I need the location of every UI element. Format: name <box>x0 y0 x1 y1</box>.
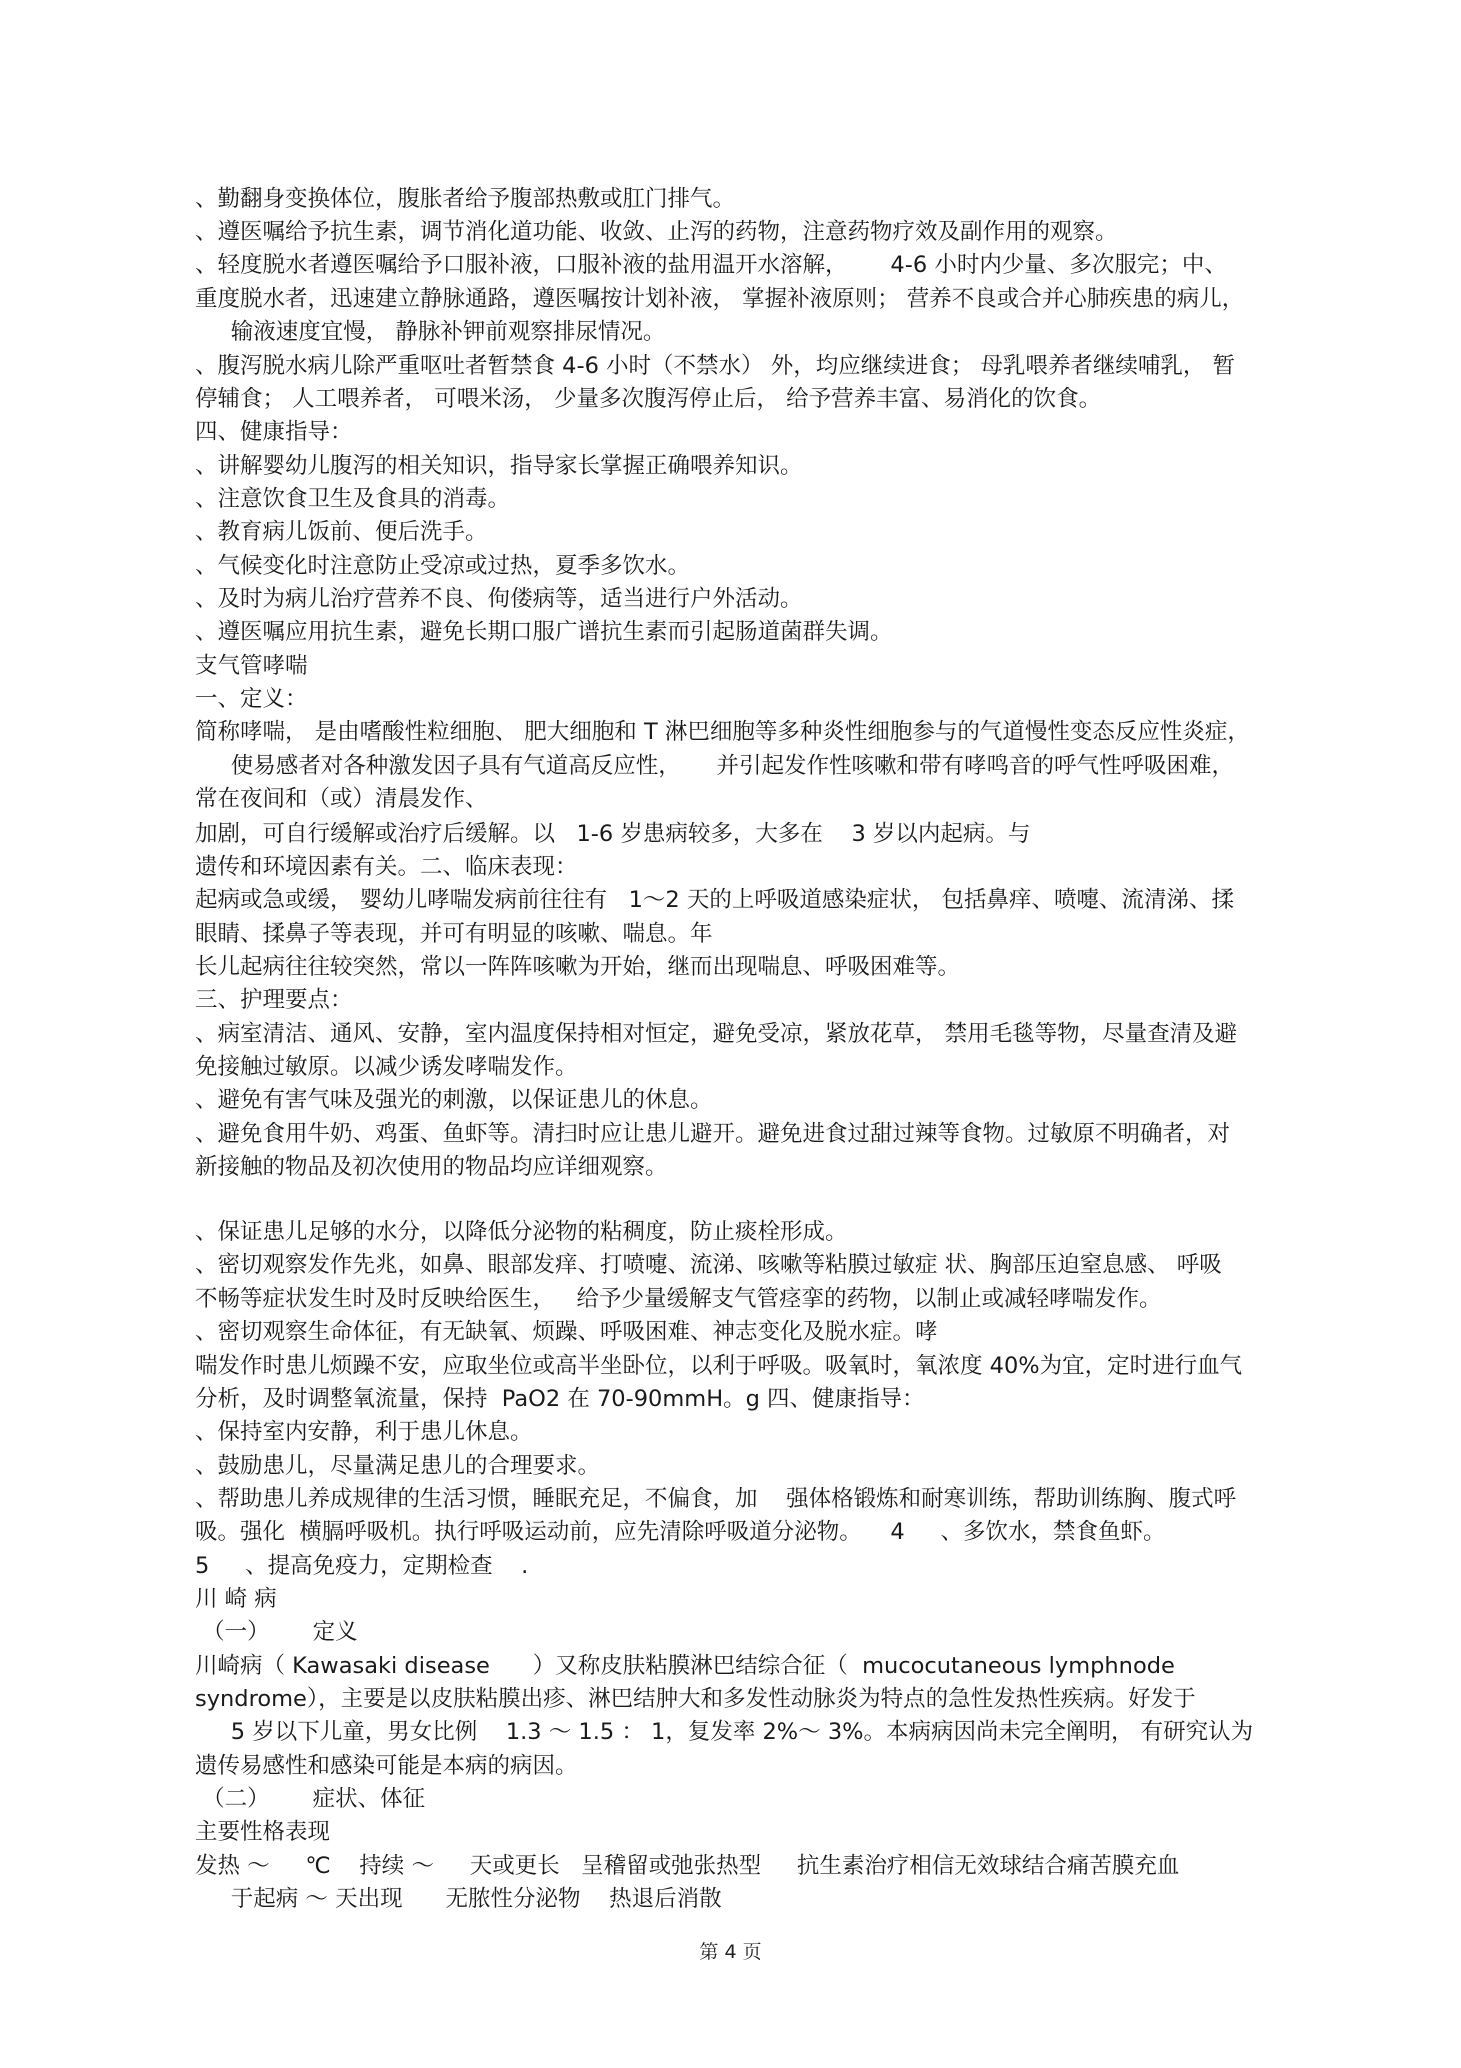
text-line: 加剧，可自行缓解或治疗后缓解。以 1-6 岁患病较多，大多在 3 岁以内起病。与 <box>195 821 1031 847</box>
text-line: 分析，及时调整氧流量，保持 PaO2 在 70-90mmH。g 四、健康指导： <box>195 1386 925 1412</box>
text-line: 简称哮喘， 是由嗜酸性粒细胞、 肥大细胞和 T 淋巴细胞等多种炎性细胞参与的气道慢性变态反应性炎症， <box>195 719 1250 745</box>
section-heading: （一） 定义 <box>195 1619 358 1645</box>
text-line: 、鼓励患儿，尽量满足患儿的合理要求。 <box>195 1453 601 1479</box>
text-line: 遗传易感性和感染可能是本病的病因。 <box>195 1753 578 1779</box>
text-line: 、及时为病儿治疗营养不良、佝偻病等，适当进行户外活动。 <box>195 586 803 612</box>
text-line: 、遵医嘱给予抗生素，调节消化道功能、收敛、止泻的药物，注意药物疗效及副作用的观察。 <box>195 219 1118 245</box>
text-line: 、病室清洁、通风、安静，室内温度保持相对恒定，避免受凉，紧放花草， 禁用毛毯等物，尽量查清及避 <box>195 1021 1238 1047</box>
text-line: 长儿起病往往较突然，常以一阵阵咳嗽为开始，继而出现喘息、呼吸困难等。 <box>195 954 961 980</box>
text-line: 吸。强化 横膈呼吸机。执行呼吸运动前，应先清除呼吸道分泌物。 4 、多饮水，禁食鱼虾。 <box>195 1519 1166 1545</box>
disease-title: 支气管哮喘 <box>195 653 308 679</box>
text-line: 、避免食用牛奶、鸡蛋、鱼虾等。清扫时应让患儿避开。避免进食过甜过辣等食物。过敏原不明确者，对 <box>195 1121 1231 1147</box>
section-heading: 三、护理要点： <box>195 987 353 1013</box>
page-number: 第 4 页 <box>699 1941 762 1963</box>
text-line: 停辅食； 人工喂养者， 可喂米汤， 少量多次腹泻停止后， 给予营养丰富、易消化的饮食。 <box>195 386 1102 412</box>
text-line: 、帮助患儿养成规律的生活习惯，睡眠充足，不偏食，加 强体格锻炼和耐寒训练，帮助训练胸、腹式呼 <box>195 1486 1237 1512</box>
text-line: 川崎病（ Kawasaki disease ）又称皮肤粘膜淋巴结综合征（ mucocutaneous lymphnode <box>195 1653 1175 1679</box>
section-heading: 四、健康指导： <box>195 419 353 445</box>
text-line: 、保证患儿足够的水分，以降低分泌物的粘稠度，防止痰栓形成。 <box>195 1219 848 1245</box>
text-line: 输液速度宜慢， 静脉补钾前观察排尿情况。 <box>195 319 666 345</box>
text-line: 免接触过敏原。以减少诱发哮喘发作。 <box>195 1054 578 1080</box>
text-line: syndrome），主要是以皮肤粘膜出疹、淋巴结肿大和多发性动脉炎为特点的急性发热性疾病。好发于 <box>195 1686 1196 1712</box>
text-line: 喘发作时患儿烦躁不安，应取坐位或高半坐卧位，以利于呼吸。吸氧时，氧浓度 40%为宜，定时进行血气 <box>195 1353 1243 1379</box>
text-line: 、教育病儿饭前、便后洗手。 <box>195 519 488 545</box>
section-heading: 一、定义： <box>195 686 308 712</box>
text-line: 、气候变化时注意防止受凉或过热，夏季多饮水。 <box>195 553 691 579</box>
text-line: 于起病 ～ 天出现 无脓性分泌物 热退后消散 <box>195 1886 722 1912</box>
text-line: 遗传和环境因素有关。二、临床表现： <box>195 854 578 880</box>
text-line: 5 、提高免疫力，定期检查 . <box>195 1553 529 1579</box>
text-line: 不畅等症状发生时及时反映给医生， 给予少量缓解支气管痉挛的药物，以制止或减轻哮喘发作。 <box>195 1286 1162 1312</box>
text-line: 、遵医嘱应用抗生素，避免长期口服广谱抗生素而引起肠道菌群失调。 <box>195 619 893 645</box>
section-heading: （二） 症状、体征 <box>195 1786 426 1812</box>
text-line: 、密切观察发作先兆，如鼻、眼部发痒、打喷嚏、流涕、咳嗽等粘膜过敏症 状、胸部压迫窒息感、 呼吸 <box>195 1252 1222 1278</box>
text-line: 重度脱水者，迅速建立静脉通路，遵医嘱按计划补液， 掌握补液原则； 营养不良或合并心肺疾患的病儿， <box>195 286 1245 312</box>
text-line: 、腹泻脱水病儿除严重呕吐者暂禁食 4-6 小时（不禁水） 外，均应继续进食； 母乳喂养者继续哺乳， 暂 <box>195 353 1236 379</box>
text-line: 5 岁以下儿童，男女比例 1.3 ～ 1.5 ： 1，复发率 2%～ 3%。本病病因尚未完全阐明， 有研究认为 <box>195 1719 1254 1745</box>
text-line: 、勤翻身变换体位，腹胀者给予腹部热敷或肛门排气。 <box>195 186 736 212</box>
text-line: 、避免有害气味及强光的刺激，以保证患儿的休息。 <box>195 1087 713 1113</box>
text-line: 发热 ～ ℃ 持续 ～ 天或更长 呈稽留或弛张热型 抗生素治疗相信无效球结合痛苦膜充血 <box>195 1853 1180 1879</box>
text-line: 使易感者对各种激发因子具有气道高反应性， 并引起发作性咳嗽和带有哮鸣音的呼气性呼吸困难， <box>195 753 1235 779</box>
text-line: 常在夜间和（或）清晨发作、 <box>195 786 488 812</box>
text-line: 、轻度脱水者遵医嘱给予口服补液，口服补液的盐用温开水溶解， 4-6 小时内少量、多次服完；中、 <box>195 252 1227 278</box>
text-line: 眼睛、揉鼻子等表现，并可有明显的咳嗽、喘息。年 <box>195 921 713 947</box>
text-line: 、保持室内安静，利于患儿休息。 <box>195 1419 533 1445</box>
text-line: 、讲解婴幼儿腹泻的相关知识，指导家长掌握正确喂养知识。 <box>195 453 803 479</box>
text-line: 主要性格表现 <box>195 1819 331 1845</box>
disease-title: 川 崎 病 <box>195 1586 277 1612</box>
text-line: 、注意饮食卫生及食具的消毒。 <box>195 486 511 512</box>
text-line: 新接触的物品及初次使用的物品均应详细观察。 <box>195 1154 668 1180</box>
text-line: 起病或急或缓， 婴幼儿哮喘发病前往往有 1～2 天的上呼吸道感染症状， 包括鼻痒、喷嚏、流清涕、揉 <box>195 887 1235 913</box>
text-line: 、密切观察生命体征，有无缺氧、烦躁、呼吸困难、神志变化及脱水症。哮 <box>195 1319 938 1345</box>
